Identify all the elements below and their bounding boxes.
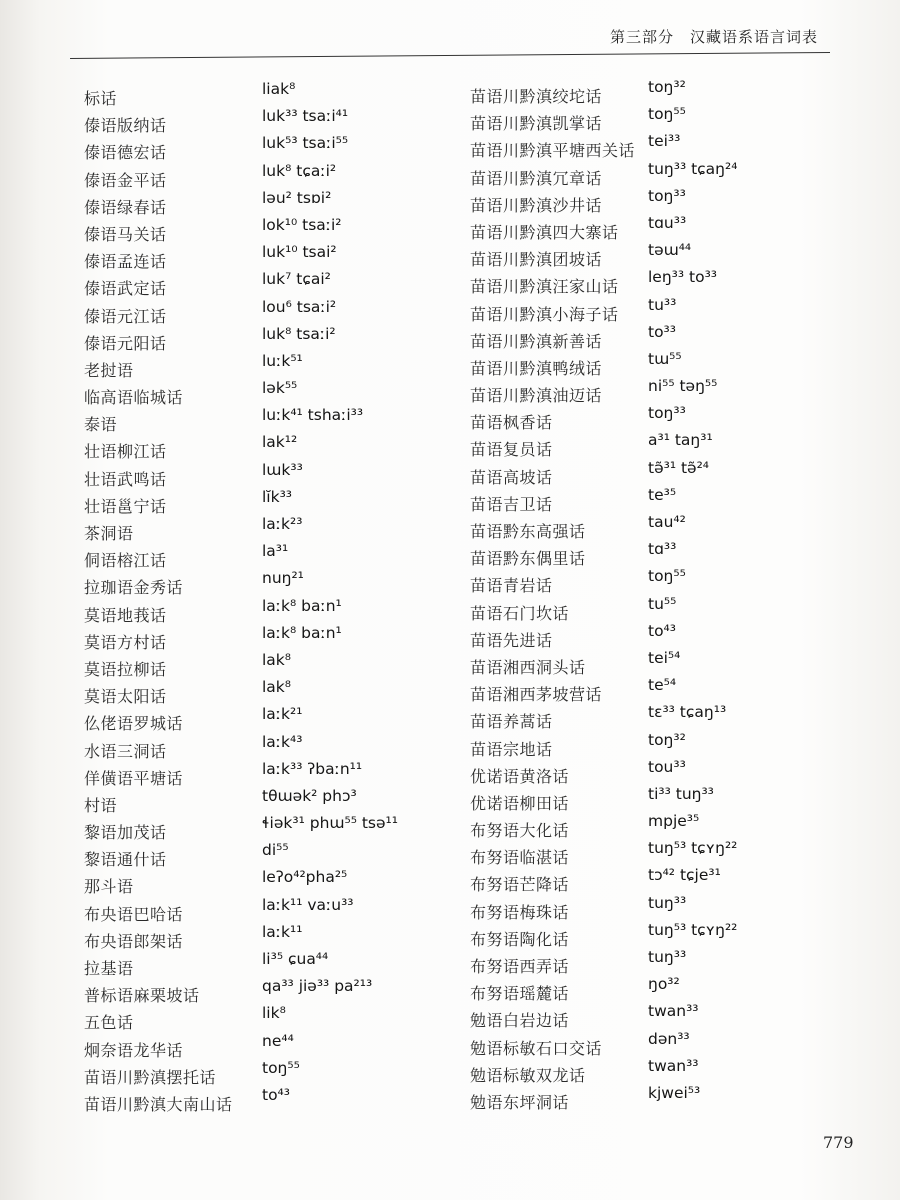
word-entry: [470, 758, 850, 785]
word-entry: [84, 814, 464, 841]
dialect-name: 佯僙语平塘话: [84, 768, 184, 788]
page-number: 779: [823, 1133, 854, 1152]
phonetic-form: tuŋ⁵³ tɕʏŋ²²: [648, 920, 738, 939]
dialect-name: 苗语湘西洞头话: [470, 657, 586, 677]
dialect-name: 苗语湘西茅坡营话: [470, 685, 603, 705]
dialect-name: 傣语马关话: [84, 224, 167, 244]
word-entry: [84, 352, 464, 379]
phonetic-form: tou³³: [648, 757, 686, 776]
word-entry: [84, 189, 464, 216]
phonetic-form: ti³³ tuŋ³³: [648, 784, 714, 803]
dialect-name: 五色话: [84, 1013, 134, 1033]
phonetic-form: təɯ⁴⁴: [648, 241, 692, 260]
word-entry: [470, 731, 850, 758]
phonetic-form: tuŋ³³: [648, 893, 687, 912]
word-entry: [84, 515, 464, 542]
phonetic-form: twan³³: [648, 1056, 699, 1075]
phonetic-form: mpje³⁵: [648, 812, 700, 831]
word-entry: [84, 1032, 464, 1059]
dialect-name: 勉语东坪洞话: [470, 1092, 570, 1112]
dialect-name: 苗语宗地话: [470, 739, 553, 759]
word-entry: [84, 651, 464, 678]
dialect-name: 苗语吉卫话: [470, 494, 553, 514]
phonetic-form: liak⁸: [262, 80, 296, 98]
word-entry: [470, 241, 850, 268]
word-entry: [470, 431, 850, 458]
right-column: [470, 78, 850, 1111]
dialect-name: 勉语标敏石口交话: [470, 1038, 603, 1058]
word-entry: [84, 542, 464, 569]
dialect-name: 勉语白岩边话: [470, 1011, 570, 1031]
dialect-name: 布努语梅珠话: [470, 902, 570, 922]
dialect-name: 苗语川黔滇鸭绒话: [470, 358, 603, 378]
dialect-name: 布央语巴哈话: [84, 904, 184, 924]
word-entry: [84, 80, 464, 107]
word-entry: [84, 298, 464, 325]
phonetic-form: toŋ³³: [648, 404, 686, 423]
dialect-name: 村语: [84, 795, 118, 815]
phonetic-form: laːk²¹: [262, 705, 303, 724]
phonetic-form: toŋ⁵⁵: [262, 1058, 300, 1077]
word-entry: [470, 866, 850, 893]
word-entry: [470, 676, 850, 703]
word-entry: [84, 569, 464, 596]
word-entry: [470, 703, 850, 730]
header-rule: [70, 52, 830, 59]
phonetic-form: laːk³³ ʔbaːn¹¹: [262, 759, 363, 778]
phonetic-form: tuŋ⁵³ tɕʏŋ²²: [648, 839, 738, 858]
word-entry: [470, 595, 850, 622]
dialect-name: 苗语川黔滇大南山话: [84, 1094, 233, 1114]
phonetic-form: twan³³: [648, 1002, 699, 1021]
dialect-name: 苗语黔东高强话: [470, 522, 586, 541]
dialect-name: 黎语通什话: [84, 850, 167, 870]
word-entry: [470, 268, 850, 295]
word-entry: [470, 105, 850, 132]
phonetic-form: lak⁸: [262, 650, 291, 669]
phonetic-form: tuŋ³³ tɕaŋ²⁴: [648, 159, 738, 178]
left-column: [84, 80, 464, 1113]
dialect-name: 布努语临湛话: [470, 848, 570, 868]
word-entry: [84, 624, 464, 651]
word-entry: [470, 622, 850, 649]
phonetic-form: toŋ⁵⁵: [648, 567, 686, 586]
dialect-name: 苗语川黔滇冗章话: [470, 168, 603, 188]
phonetic-form: lək⁵⁵: [262, 379, 298, 398]
phonetic-form: tei³³: [648, 132, 681, 151]
dialect-name: 苗语川黔滇摆托话: [84, 1067, 217, 1087]
dialect-name: 傣语武定话: [84, 279, 167, 299]
phonetic-form: laːk²³: [262, 515, 303, 533]
dialect-name: 布努语陶化话: [470, 929, 570, 949]
word-entry: [84, 1004, 464, 1031]
phonetic-form: to⁴³: [262, 1085, 290, 1104]
phonetic-form: kjwei⁵³: [648, 1083, 701, 1102]
phonetic-form: lɯk³³: [262, 460, 303, 479]
phonetic-form: tɑ³³: [648, 540, 677, 559]
word-entry: [84, 597, 464, 624]
dialect-name: 壮语武鸣话: [84, 469, 167, 489]
word-entry: [470, 513, 850, 540]
phonetic-form: te⁵⁴: [648, 676, 677, 695]
word-entry: [84, 433, 464, 460]
dialect-name: 炯奈语龙华话: [84, 1040, 184, 1060]
phonetic-form: qa³³ jiə³³ pa²¹³: [262, 977, 373, 996]
dialect-name: 莫语太阳话: [84, 687, 167, 707]
dialect-name: 苗语川黔滇新善话: [470, 331, 603, 351]
dialect-name: 那斗语: [84, 877, 134, 897]
dialect-name: 莫语地莪话: [84, 605, 167, 625]
dialect-name: 老挝语: [84, 360, 134, 380]
dialect-name: 布努语西弄话: [470, 957, 570, 976]
dialect-name: 苗语黔东偶里话: [470, 549, 586, 569]
dialect-name: 仫佬语罗城话: [84, 714, 184, 734]
word-entry: [470, 1057, 850, 1084]
phonetic-form: tɛ³³ tɕaŋ¹³: [648, 703, 727, 722]
dialect-name: 优诺语黄洛话: [470, 766, 570, 786]
word-entry: [84, 760, 464, 787]
word-entry: [470, 567, 850, 594]
dialect-name: 拉珈语金秀话: [84, 578, 184, 598]
phonetic-form: luk⁸ tɕaːi²: [262, 161, 337, 180]
dialect-name: 苗语川黔滇四大寨话: [470, 222, 619, 242]
word-entry: [470, 921, 850, 948]
phonetic-form: ŋo³²: [648, 975, 680, 994]
phonetic-form: ni⁵⁵ təŋ⁵⁵: [648, 377, 718, 396]
phonetic-form: luk³³ tsaːi⁴¹: [262, 107, 349, 126]
phonetic-form: tu⁵⁵: [648, 594, 677, 613]
running-header: 第三部分 汉藏语系语言词表: [610, 28, 819, 46]
dialect-name: 苗语养蒿话: [470, 712, 553, 732]
word-entry: [84, 950, 464, 977]
word-entry: [470, 1002, 850, 1029]
dialect-name: 苗语青岩话: [470, 576, 553, 596]
word-entry: [470, 296, 850, 323]
dialect-name: 苗语川黔滇凯掌话: [470, 114, 603, 134]
word-entry: [84, 270, 464, 297]
dialect-name: 傣语版纳话: [84, 116, 167, 136]
word-entry: [470, 459, 850, 486]
word-entry: [84, 107, 464, 134]
phonetic-form: toŋ³²: [648, 730, 686, 749]
dialect-name: 侗语榕江话: [84, 551, 167, 571]
word-entry: [84, 1086, 464, 1113]
dialect-name: 苗语先进话: [470, 630, 553, 650]
phonetic-form: tu³³: [648, 295, 677, 314]
dialect-name: 勉语标敏双龙话: [470, 1065, 586, 1085]
phonetic-form: tθɯək² phɔ³: [262, 786, 357, 805]
phonetic-form: tɔ⁴² tɕje³¹: [648, 866, 721, 885]
dialect-name: 临高语临城话: [84, 388, 184, 408]
word-entry: [84, 325, 464, 352]
word-entry: [84, 787, 464, 814]
phonetic-form: leʔo⁴²pha²⁵: [262, 868, 348, 887]
phonetic-form: te³⁵: [648, 485, 677, 504]
word-entry: [84, 379, 464, 406]
dialect-name: 标话: [84, 89, 118, 108]
dialect-name: 傣语金平话: [84, 170, 167, 190]
word-entry: [470, 78, 850, 105]
word-entry: [84, 406, 464, 433]
word-entry: [470, 839, 850, 866]
phonetic-form: li³⁵ ɕua⁴⁴: [262, 950, 329, 968]
dialect-name: 拉基语: [84, 959, 134, 978]
phonetic-form: ləu² tsɒi²: [262, 188, 332, 207]
phonetic-form: ne⁴⁴: [262, 1031, 294, 1050]
phonetic-form: luk⁸ tsaːi²: [262, 324, 336, 343]
word-entry: [84, 896, 464, 923]
word-entry: [470, 132, 850, 159]
phonetic-form: laːk¹¹: [262, 922, 303, 941]
phonetic-form: luːk⁵¹: [262, 351, 303, 370]
dialect-name: 傣语元阳话: [84, 333, 167, 353]
phonetic-form: lik⁸: [262, 1004, 286, 1023]
phonetic-form: tə̃³¹ tə̃²⁴: [648, 458, 710, 477]
dialect-name: 苗语川黔滇小海子话: [470, 304, 619, 324]
phonetic-form: to⁴³: [648, 621, 676, 640]
word-entry: [470, 812, 850, 839]
phonetic-form: leŋ³³ to³³: [648, 268, 718, 287]
dialect-name: 苗语枫香话: [470, 413, 553, 433]
word-entry: [470, 214, 850, 241]
dialect-name: 普标语麻栗坡话: [84, 986, 200, 1006]
word-entry: [470, 894, 850, 921]
phonetic-form: luk⁵³ tsaːi⁵⁵: [262, 134, 349, 153]
dialect-name: 壮语邕宁话: [84, 496, 167, 516]
phonetic-form: lok¹⁰ tsaːi²: [262, 215, 342, 234]
phonetic-form: laːk⁸ baːn¹: [262, 596, 342, 615]
dialect-name: 水语三洞话: [84, 741, 167, 761]
word-entry: [84, 678, 464, 705]
word-entry: [84, 488, 464, 515]
word-entry: [84, 216, 464, 243]
phonetic-form: tɯ⁵⁵: [648, 349, 682, 368]
dialect-name: 傣语德宏话: [84, 143, 167, 163]
word-entry: [84, 243, 464, 270]
dialect-name: 苗语川黔滇汪家山话: [470, 277, 619, 297]
word-entry: [470, 486, 850, 513]
phonetic-form: lak¹²: [262, 433, 298, 452]
word-entry: [84, 705, 464, 732]
word-entry: [470, 948, 850, 975]
phonetic-form: luk⁷ tɕai²: [262, 270, 331, 289]
dialect-name: 布努语芒降话: [470, 875, 570, 895]
dialect-name: 苗语高坡话: [470, 467, 553, 487]
word-entry: [470, 187, 850, 214]
word-entry: [470, 975, 850, 1002]
word-entry: [84, 923, 464, 950]
dialect-name: 傣语孟连话: [84, 252, 167, 272]
word-entry: [84, 868, 464, 895]
word-entry: [84, 977, 464, 1004]
phonetic-form: lak⁸: [262, 678, 291, 697]
word-entry: [470, 377, 850, 404]
word-entry: [84, 134, 464, 161]
phonetic-form: dən³³: [648, 1029, 690, 1048]
phonetic-form: toŋ³²: [648, 78, 686, 96]
dialect-name: 壮语柳江话: [84, 442, 167, 462]
dialect-name: 莫语拉柳话: [84, 659, 167, 679]
word-entry: [470, 785, 850, 812]
dialect-name: 苗语川黔滇平塘西关话: [470, 141, 636, 161]
phonetic-form: ɬiək³¹ phɯ⁵⁵ tsə¹¹: [262, 814, 398, 833]
dialect-name: 苗语川黔滇团坡话: [470, 250, 603, 270]
phonetic-form: tau⁴²: [648, 513, 686, 531]
dialect-name: 茶洞语: [84, 524, 134, 543]
dialect-name: 优诺语柳田话: [470, 793, 570, 813]
phonetic-form: toŋ³³: [648, 186, 686, 205]
dialect-name: 傣语绿春话: [84, 197, 167, 217]
dialect-name: 布央语郎架话: [84, 931, 184, 951]
phonetic-form: tuŋ³³: [648, 948, 687, 966]
phonetic-form: to³³: [648, 322, 676, 341]
word-entry: [470, 1030, 850, 1057]
phonetic-form: toŋ⁵⁵: [648, 105, 686, 124]
word-entry: [470, 649, 850, 676]
dialect-name: 泰语: [84, 415, 118, 435]
word-entry: [470, 323, 850, 350]
phonetic-form: nuŋ²¹: [262, 569, 304, 588]
dialect-name: 傣语元江话: [84, 306, 167, 326]
phonetic-form: laːk⁸ baːn¹: [262, 623, 342, 642]
dialect-name: 苗语川黔滇绞坨话: [470, 87, 603, 106]
dialect-name: 苗语石门坎话: [470, 603, 570, 623]
dialect-name: 黎语加茂话: [84, 823, 167, 843]
phonetic-form: tei⁵⁴: [648, 648, 681, 667]
dialect-name: 布努语瑶麓话: [470, 984, 570, 1004]
word-entry: [84, 162, 464, 189]
phonetic-form: luk¹⁰ tsai²: [262, 243, 337, 262]
dialect-name: 苗语川黔滇油迈话: [470, 386, 603, 406]
dialect-name: 苗语复员话: [470, 440, 553, 460]
phonetic-form: lĭk³³: [262, 487, 293, 506]
phonetic-form: laːk¹¹ vaːu³³: [262, 895, 354, 914]
word-entry: [84, 461, 464, 488]
dialect-name: 布努语大化话: [470, 821, 570, 841]
word-entry: [84, 841, 464, 868]
word-entry: [470, 1084, 850, 1111]
word-entry: [84, 1059, 464, 1086]
word-entry: [470, 404, 850, 431]
phonetic-form: lou⁶ tsaːi²: [262, 297, 337, 316]
dialect-name: 莫语方村话: [84, 632, 167, 652]
word-entry: [84, 733, 464, 760]
word-entry: [470, 540, 850, 567]
phonetic-form: di⁵⁵: [262, 841, 289, 860]
dialect-name: 苗语川黔滇沙井话: [470, 195, 603, 215]
phonetic-form: la³¹: [262, 542, 289, 561]
phonetic-form: a³¹ taŋ³¹: [648, 431, 713, 450]
phonetic-form: luːk⁴¹ tshaːi³³: [262, 406, 364, 425]
word-entry: [470, 350, 850, 377]
phonetic-form: tɑu³³: [648, 213, 687, 232]
phonetic-form: laːk⁴³: [262, 732, 303, 751]
word-entry: [470, 160, 850, 187]
